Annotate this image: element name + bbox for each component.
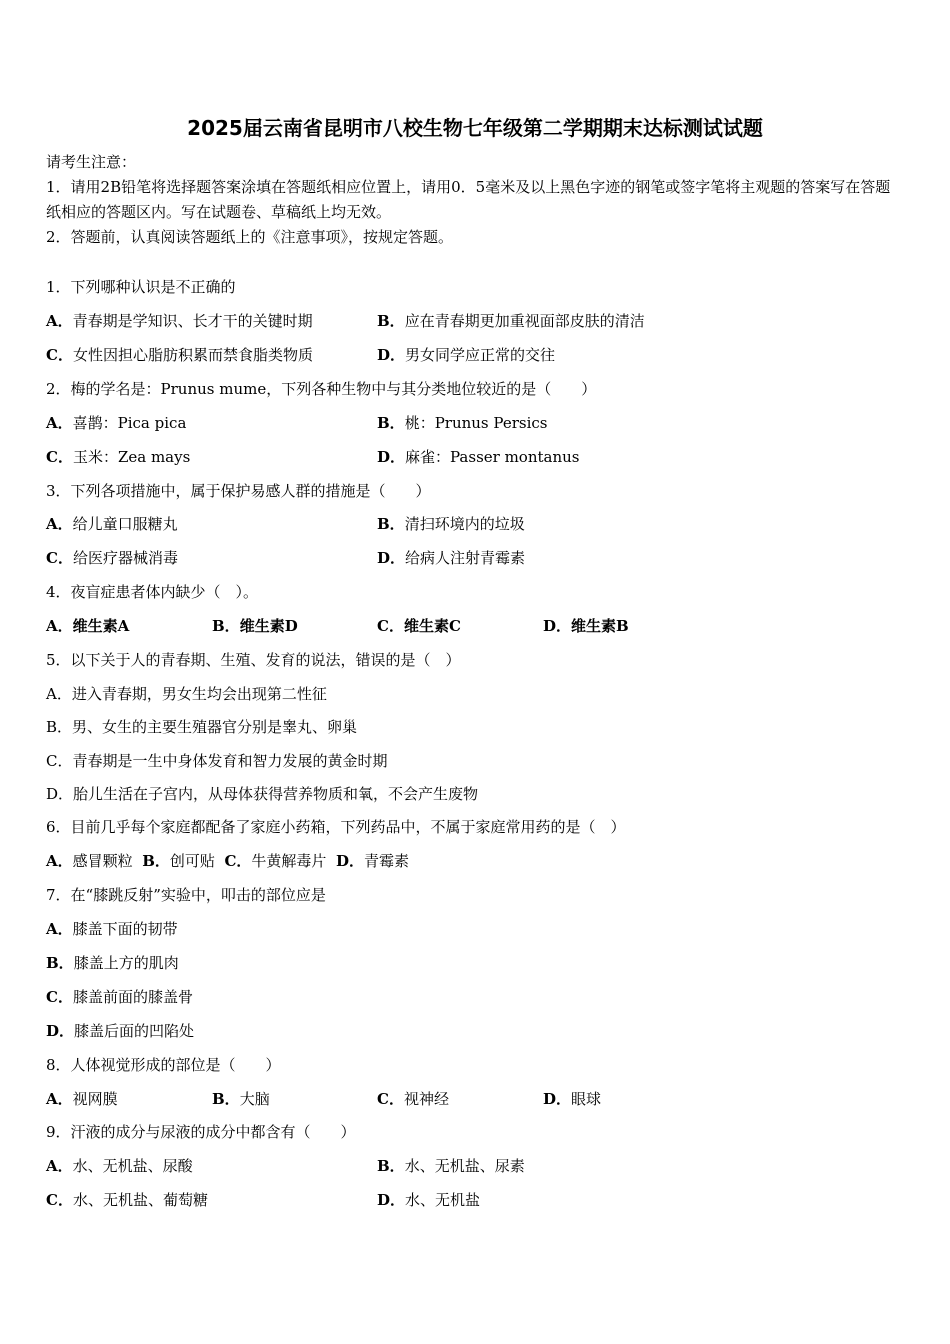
option-letter: D． (46, 1022, 75, 1040)
question-1-option-a (46, 311, 313, 331)
option-letter: C． (46, 448, 73, 466)
option-letter: A． (46, 515, 73, 533)
option-text: 水、无机盐 (405, 1191, 481, 1209)
question-8-option-b (212, 1089, 270, 1109)
option-letter: B． (46, 954, 74, 972)
question-8-option-c (377, 1089, 449, 1109)
option-letter: D． (377, 549, 406, 567)
question-5-stem: 5．以下关于人的青春期、生殖、发育的说法，错误的是（ ） (46, 651, 461, 669)
option-text: 膝盖上方的肌肉 (73, 954, 179, 972)
option-text: 维生素B (571, 617, 629, 635)
option-letter: B． (142, 852, 170, 870)
page-title: 2025届云南省昆明市八校生物七年级第二学期期末达标测试试题 (187, 116, 763, 140)
question-3-option-d (377, 548, 525, 568)
option-letter: B． (212, 617, 240, 635)
option-text: 视网膜 (72, 1090, 118, 1108)
question-2-option-d (377, 447, 580, 467)
notice-item-1: 1．请用2B铅笔将选择题答案涂填在答题纸相应位置上，请用0．5毫米及以上黑色字迹的钢笔或签字笔将主观题的答案写在答题纸相应的答题区内。写在试题卷、草稿纸上均无效。 (46, 178, 891, 221)
question-5-option-d (46, 784, 478, 804)
question-3-stem: 3．下列各项措施中，属于保护易感人群的措施是（ ） (46, 482, 431, 500)
option-text: 进入青春期，男女生均会出现第二性征 (71, 685, 327, 703)
question-2-stem: 2．梅的学名是：Prunus mume，下列各种生物中与其分类地位较近的是（ ） (46, 380, 597, 398)
option-letter: A． (46, 920, 73, 938)
option-text: 喜鹊：Pica pica (72, 414, 187, 432)
option-letter: C． (46, 346, 73, 364)
option-letter: B． (46, 718, 73, 736)
option-letter: A． (46, 1090, 73, 1108)
option-letter: A． (46, 1157, 73, 1175)
option-letter: D． (377, 346, 406, 364)
option-letter: D． (543, 617, 572, 635)
question-6-options (46, 851, 409, 871)
question-5-option-c (46, 751, 388, 771)
option-letter: D． (543, 1090, 572, 1108)
option-text: 男、女生的主要生殖器官分别是睾丸、卵巢 (72, 718, 358, 736)
question-3-option-c (46, 548, 178, 568)
option-letter: C． (46, 988, 73, 1006)
question-4-option-b (212, 616, 298, 636)
option-text: 大脑 (239, 1090, 270, 1108)
option-text: 膝盖后面的凹陷处 (74, 1022, 195, 1040)
question-9-option-d (377, 1190, 480, 1210)
option-text: 维生素C (403, 617, 461, 635)
question-4-option-d (543, 616, 629, 636)
option-letter: D． (377, 1191, 406, 1209)
option-letter: C． (377, 617, 404, 635)
question-1-stem: 1．下列哪种认识是不正确的 (46, 278, 236, 296)
question-9-option-a (46, 1156, 193, 1176)
option-text: 给病人注射青霉素 (405, 549, 526, 567)
option-text: 男女同学应正常的交往 (405, 346, 556, 364)
option-text: 清扫环境内的垃圾 (404, 515, 525, 533)
option-text: 麻雀：Passer montanus (405, 448, 580, 466)
question-1-option-c (46, 345, 313, 365)
option-text: 青春期是一生中身体发育和智力发展的黄金时期 (72, 752, 388, 770)
option-letter: A． (46, 312, 73, 330)
option-letter: C． (46, 752, 73, 770)
option-text: 给儿童口服糖丸 (72, 515, 178, 533)
option-text: 应在青春期更加重视面部皮肤的清洁 (404, 312, 645, 330)
option-letter: B． (212, 1090, 240, 1108)
notice-item-2: 2．答题前，认真阅读答题纸上的《注意事项》，按规定答题。 (46, 228, 454, 246)
option-text: 维生素A (72, 617, 130, 635)
question-9-option-c (46, 1190, 208, 1210)
question-7-option-b (46, 953, 179, 973)
option-text: 桃：Prunus Persics (404, 414, 548, 432)
question-5-option-a (46, 684, 327, 704)
notice-heading: 请考生注意： (46, 153, 137, 171)
option-text: 牛黄解毒片 (251, 852, 327, 870)
question-7-option-c (46, 987, 193, 1007)
option-text: 维生素D (239, 617, 298, 635)
question-7-option-d (46, 1021, 194, 1041)
question-9-option-b (377, 1156, 525, 1176)
option-letter: C． (377, 1090, 404, 1108)
option-text: 青春期是学知识、长才干的关键时期 (72, 312, 313, 330)
option-letter: D． (335, 852, 364, 870)
option-text: 膝盖下面的韧带 (72, 920, 178, 938)
question-8-option-a (46, 1089, 118, 1109)
question-6-stem: 6．目前几乎每个家庭都配备了家庭小药箱，下列药品中，不属于家庭常用药的是（ ） (46, 818, 626, 836)
question-5-option-b (46, 717, 357, 737)
option-text: 胎儿生活在子宫内，从母体获得营养物质和氧，不会产生废物 (73, 785, 479, 803)
option-letter: C． (46, 549, 73, 567)
option-letter: A． (46, 685, 72, 703)
option-letter: A． (46, 852, 73, 870)
question-2-option-a (46, 413, 186, 433)
question-4-stem: 4．夜盲症患者体内缺少（ ）。 (46, 583, 259, 601)
option-letter: B． (377, 515, 405, 533)
option-text: 眼球 (571, 1090, 602, 1108)
option-letter: C． (46, 1191, 73, 1209)
question-8-stem: 8．人体视觉形成的部位是（ ） (46, 1056, 281, 1074)
option-letter: B． (377, 414, 405, 432)
option-text: 膝盖前面的膝盖骨 (72, 988, 193, 1006)
option-text: 创可贴 (169, 852, 215, 870)
question-3-option-a (46, 514, 178, 534)
question-4-option-a (46, 616, 129, 636)
option-text: 视神经 (403, 1090, 449, 1108)
option-text: 水、无机盐、葡萄糖 (72, 1191, 208, 1209)
question-2-option-c (46, 447, 190, 467)
option-text: 玉米：Zea mays (72, 448, 191, 466)
question-9-stem: 9．汗液的成分与尿液的成分中都含有（ ） (46, 1123, 356, 1141)
option-letter: D． (377, 448, 406, 466)
option-letter: B． (377, 312, 405, 330)
option-text: 给医疗器械消毒 (72, 549, 178, 567)
question-7-stem: 7．在“膝跳反射”实验中，叩击的部位应是 (46, 886, 326, 904)
option-letter: B． (377, 1157, 405, 1175)
question-8-option-d (543, 1089, 601, 1109)
option-text: 水、无机盐、尿素 (404, 1157, 525, 1175)
option-text: 青霉素 (363, 852, 409, 870)
option-text: 水、无机盐、尿酸 (72, 1157, 193, 1175)
question-2-option-b (377, 413, 547, 433)
option-letter: D． (46, 785, 74, 803)
option-text: 女性因担心脂肪积累而禁食脂类物质 (72, 346, 313, 364)
option-letter: C． (224, 852, 252, 870)
option-letter: A． (46, 617, 73, 635)
option-letter: A． (46, 414, 73, 432)
question-7-option-a (46, 919, 178, 939)
question-4-option-c (377, 616, 461, 636)
option-text: 感冒颗粒 (72, 852, 133, 870)
question-3-option-b (377, 514, 525, 534)
question-1-option-b (377, 311, 645, 331)
question-1-option-d (377, 345, 555, 365)
